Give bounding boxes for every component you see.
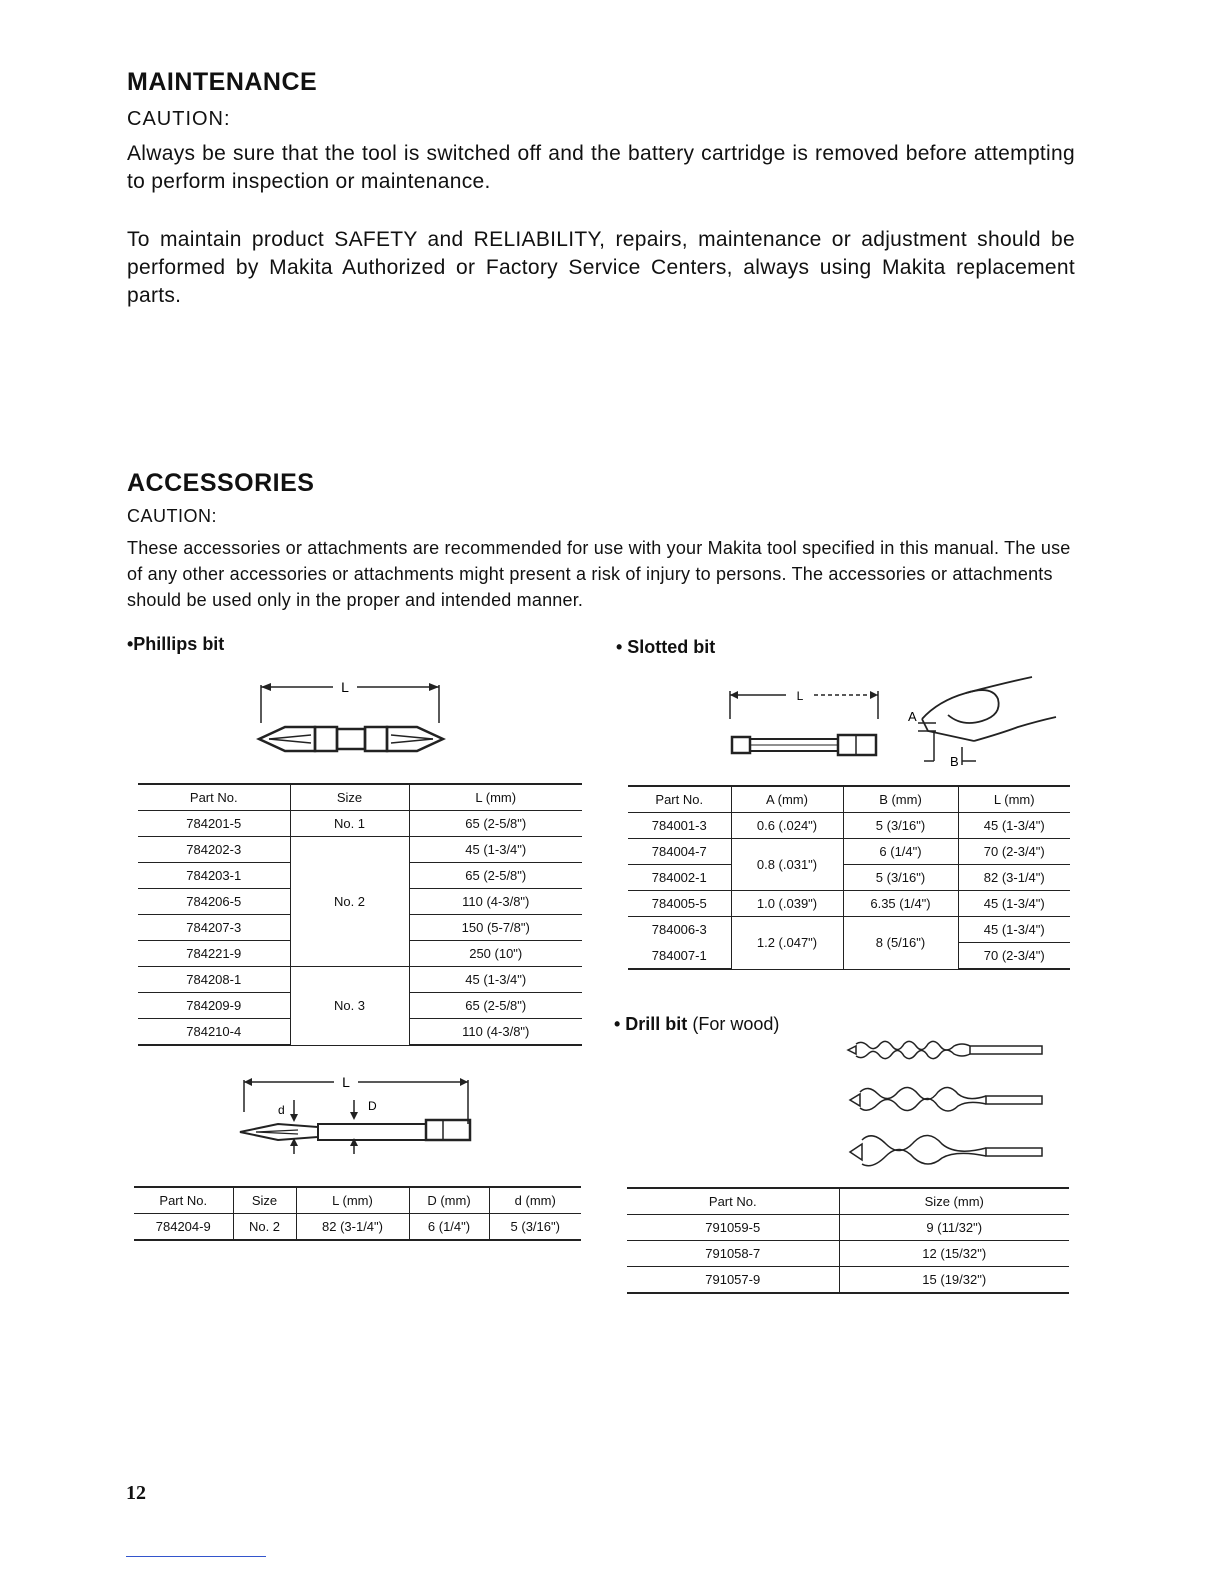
- cell-size: 9 (11/32"): [839, 1215, 1069, 1241]
- table-row: [628, 813, 1070, 839]
- cell-part-no: 784210-4: [138, 1019, 290, 1046]
- slotted-dim-b: B: [950, 754, 959, 769]
- col-header-part-no: Part No.: [627, 1188, 839, 1215]
- cell-part-no: 791058-7: [627, 1241, 839, 1267]
- cell-part-no: 784002-1: [628, 865, 731, 891]
- cell-l: 65 (2-5/8"): [409, 993, 582, 1019]
- table-row: [138, 811, 582, 837]
- cell-part-no: 784204-9: [134, 1214, 233, 1241]
- cell-b: 5 (3/16"): [843, 813, 958, 839]
- phillips2-dim-l: L: [342, 1074, 350, 1090]
- phillips-bit-2-table: [134, 1186, 581, 1241]
- cell-l: 250 (10"): [409, 941, 582, 967]
- cell-a: 0.8 (.031"): [731, 839, 843, 891]
- cell-a: 1.0 (.039"): [731, 891, 843, 917]
- cell-part-no: 791059-5: [627, 1215, 839, 1241]
- maintenance-caution: CAUTION:: [127, 108, 231, 130]
- col-header-l: L (mm): [296, 1187, 409, 1214]
- accessories-title: ACCESSORIES: [127, 469, 315, 497]
- col-header-l: L (mm): [409, 784, 582, 811]
- cell-d: 5 (3/16"): [489, 1214, 581, 1241]
- phillips-bit-2-illustration: [238, 1072, 488, 1157]
- drill-bit-illustration: [846, 1036, 1046, 1171]
- cell-part-no: 784206-5: [138, 889, 290, 915]
- cell-part-no: 784202-3: [138, 837, 290, 863]
- col-header-big-d: D (mm): [409, 1187, 489, 1214]
- cell-l: 82 (3-1/4"): [296, 1214, 409, 1241]
- cell-part-no: 784004-7: [628, 839, 731, 865]
- col-header-part-no: Part No.: [628, 786, 731, 813]
- cell-part-no: 784221-9: [138, 941, 290, 967]
- cell-a: 1.2 (.047"): [731, 917, 843, 970]
- cell-l: 45 (1-3/4"): [958, 813, 1070, 839]
- table-row: [138, 837, 582, 863]
- drill-bit-label: [614, 1014, 779, 1035]
- cell-l: 45 (1-3/4"): [409, 967, 582, 993]
- cell-part-no: 784201-5: [138, 811, 290, 837]
- col-header-d: d (mm): [489, 1187, 581, 1214]
- table-row: [628, 839, 1070, 865]
- cell-l: 45 (1-3/4"): [958, 891, 1070, 917]
- cell-size: 12 (15/32"): [839, 1241, 1069, 1267]
- cell-l: 45 (1-3/4"): [409, 837, 582, 863]
- table-row: [628, 891, 1070, 917]
- col-header-part-no: Part No.: [138, 784, 290, 811]
- accessories-paragraph: These accessories or attachments are recommended for use with your Makita tool specified in this manual. The use of any other accessories or attachments might present a risk of injury to persons. The accessories or attachments should be used only in the proper and intended manner.: [127, 538, 1071, 610]
- drill-bit-small: [848, 1041, 1042, 1058]
- accessories-caution: CAUTION:: [127, 506, 218, 526]
- cell-part-no: 791057-9: [627, 1267, 839, 1294]
- col-header-size: Size (mm): [839, 1188, 1069, 1215]
- cell-b: 5 (3/16"): [843, 865, 958, 891]
- cell-big-d: 6 (1/4"): [409, 1214, 489, 1241]
- cell-l: 45 (1-3/4"): [958, 917, 1070, 943]
- slotted-dim-a: A: [908, 709, 917, 724]
- cell-b: 6 (1/4"): [843, 839, 958, 865]
- slotted-bit-table: [628, 785, 1070, 970]
- slotted-bit-illustration: [722, 675, 1062, 770]
- drill-bit-label-suffix: (For wood): [692, 1014, 780, 1034]
- phillips-bit-label: •Phillips bit: [127, 634, 225, 654]
- maintenance-title: MAINTENANCE: [127, 68, 318, 96]
- col-header-size: Size: [233, 1187, 296, 1214]
- table-row: [628, 865, 1070, 891]
- phillips2-dim-big-d: D: [368, 1099, 377, 1113]
- cell-b: 8 (5/16"): [843, 917, 958, 970]
- cell-part-no: 784006-3: [651, 922, 707, 938]
- cell-l: 65 (2-5/8"): [409, 863, 582, 889]
- cell-size: No. 3: [290, 967, 409, 1046]
- phillips-dim-l: L: [341, 679, 349, 695]
- cell-part-no: 784207-3: [138, 915, 290, 941]
- slotted-bit-label: • Slotted bit: [616, 637, 716, 657]
- phillips-bit-illustration: [255, 675, 455, 760]
- cell-b: 6.35 (1/4"): [843, 891, 958, 917]
- cell-part-no: 784203-1: [138, 863, 290, 889]
- cell-part-no: 784208-1: [138, 967, 290, 993]
- cell-part-no: 784001-3: [628, 813, 731, 839]
- cell-l: 150 (5-7/8"): [409, 915, 582, 941]
- drill-bit-medium: [850, 1087, 1042, 1111]
- maintenance-paragraph-1: Always be sure that the tool is switched off and the battery cartridge is removed before attempting to perform inspection or maintenance.: [127, 142, 1075, 193]
- footer-rule: [126, 1556, 266, 1557]
- cell-l: 70 (2-3/4"): [958, 839, 1070, 865]
- maintenance-paragraph-2: To maintain product SAFETY and RELIABILITY, repairs, maintenance or adjustment should be performed by Makita Authorized or Factory Service Centers, always using Makita replacement parts.: [127, 228, 1075, 307]
- cell-l: 110 (4-3/8"): [409, 889, 582, 915]
- phillips-bit-table: [138, 783, 582, 1046]
- cell-a: 0.6 (.024"): [731, 813, 843, 839]
- col-header-part-no: Part No.: [134, 1187, 233, 1214]
- slotted-dim-l: L: [796, 689, 804, 703]
- cell-size: No. 1: [290, 811, 409, 837]
- cell-l: 110 (4-3/8"): [409, 1019, 582, 1046]
- drill-bit-large: [850, 1135, 1042, 1165]
- cell-part-no: 784005-5: [628, 891, 731, 917]
- cell-size: No. 2: [233, 1214, 296, 1241]
- cell-part-no: 784007-1: [628, 943, 731, 970]
- cell-l: 65 (2-5/8"): [409, 811, 582, 837]
- page-number: 12: [126, 1482, 146, 1504]
- cell-l: 82 (3-1/4"): [958, 865, 1070, 891]
- cell-size: No. 2: [290, 837, 409, 967]
- col-header-l: L (mm): [958, 786, 1070, 813]
- col-header-a: A (mm): [731, 786, 843, 813]
- cell-size: 15 (19/32"): [839, 1267, 1069, 1294]
- col-header-b: B (mm): [843, 786, 958, 813]
- drill-bit-label-text: • Drill bit: [614, 1014, 688, 1034]
- cell-l: 70 (2-3/4"): [958, 943, 1070, 970]
- col-header-size: Size: [290, 784, 409, 811]
- table-row: [627, 1241, 1069, 1267]
- table-row: [627, 1215, 1069, 1241]
- cell-part-no: 784209-9: [138, 993, 290, 1019]
- table-row: [138, 967, 582, 993]
- table-row: [628, 917, 1070, 943]
- table-row: [134, 1214, 581, 1241]
- phillips2-dim-d: d: [278, 1103, 285, 1117]
- drill-bit-table: [627, 1187, 1069, 1294]
- table-row: [627, 1267, 1069, 1294]
